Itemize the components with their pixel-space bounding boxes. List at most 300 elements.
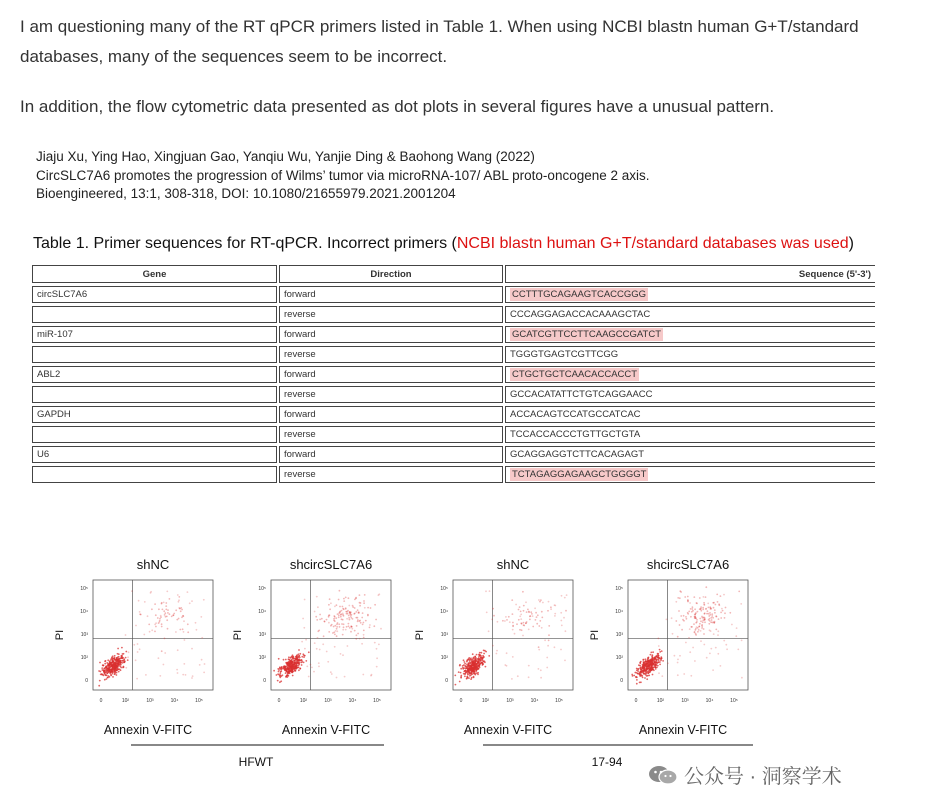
dot-point: [178, 596, 180, 598]
dot-point: [690, 616, 692, 618]
dot-point: [720, 595, 722, 597]
dot-point: [458, 671, 460, 673]
dot-point: [378, 644, 380, 646]
dot-point: [546, 657, 548, 659]
dot-point: [721, 608, 723, 610]
dot-point: [505, 616, 507, 618]
dot-point: [177, 594, 179, 596]
dot-point: [189, 602, 191, 604]
dot-point: [661, 675, 663, 677]
dot-point: [671, 617, 673, 619]
dot-point: [647, 671, 649, 673]
dot-point: [474, 663, 476, 665]
dot-point: [336, 604, 338, 606]
dot-point: [637, 670, 639, 672]
dot-point: [310, 664, 312, 666]
dot-point: [154, 624, 156, 626]
dot-point: [657, 665, 659, 667]
dot-point: [521, 629, 523, 631]
dot-point: [327, 661, 329, 663]
dot-point: [349, 619, 351, 621]
dot-point: [511, 599, 513, 601]
y-tick-label: 10⁵: [615, 586, 623, 592]
dot-point: [357, 609, 359, 611]
dot-point: [333, 626, 335, 628]
direction-cell: reverse: [279, 386, 503, 403]
dot-point: [295, 670, 297, 672]
dot-point: [107, 677, 109, 679]
sequence-text: ACCACAGTCCATGCCATCAC: [510, 409, 641, 420]
dot-point: [560, 612, 562, 614]
dot-point: [468, 663, 470, 665]
dot-point: [362, 674, 364, 676]
dot-point: [647, 661, 649, 663]
dot-point: [713, 602, 715, 604]
dot-point: [123, 653, 125, 655]
dot-point: [651, 659, 653, 661]
gene-cell: [32, 346, 277, 363]
dot-point: [117, 659, 119, 661]
dot-point: [116, 670, 118, 672]
dot-point: [123, 658, 125, 660]
y-tick-label: 10²: [80, 655, 88, 661]
dot-point: [376, 666, 378, 668]
dot-point: [705, 596, 707, 598]
dot-point: [724, 612, 726, 614]
dot-point: [642, 665, 644, 667]
dot-point: [114, 655, 116, 657]
dot-point: [331, 624, 333, 626]
dot-point: [203, 599, 205, 601]
dot-point: [201, 659, 203, 661]
dot-point: [472, 653, 474, 655]
dot-point: [464, 665, 466, 667]
dot-point: [148, 624, 150, 626]
dot-point: [334, 625, 336, 627]
dot-point: [161, 602, 163, 604]
dot-point: [305, 639, 307, 641]
dot-point: [323, 635, 325, 637]
dot-point: [512, 613, 514, 615]
dot-point: [104, 660, 106, 662]
dot-point: [118, 671, 120, 673]
dot-point: [643, 671, 645, 673]
dot-point: [203, 672, 205, 674]
dot-point: [98, 670, 100, 672]
x-axis-label: Annexin V-FITC: [638, 723, 728, 737]
dot-point: [492, 645, 494, 647]
dot-point: [369, 624, 371, 626]
dot-point: [697, 631, 699, 633]
dot-point: [702, 607, 704, 609]
dot-point: [528, 676, 530, 678]
dot-point: [343, 615, 345, 617]
dot-point: [692, 610, 694, 612]
dot-point: [326, 651, 328, 653]
dot-point: [707, 610, 709, 612]
dot-point: [139, 611, 141, 613]
direction-cell: forward: [279, 406, 503, 423]
dot-point: [539, 620, 541, 622]
incorrect-sequence: TCTAGAGGAGAAGCTGGGGT: [512, 469, 647, 480]
dot-point: [301, 660, 303, 662]
dot-point: [655, 666, 657, 668]
dot-point: [288, 656, 290, 658]
dot-point: [180, 610, 182, 612]
dot-point: [335, 630, 337, 632]
dot-point: [331, 673, 333, 675]
dot-point: [173, 613, 175, 615]
dot-point: [286, 663, 288, 665]
watermark: [648, 760, 842, 789]
dot-point: [343, 608, 345, 610]
dot-point: [640, 681, 642, 683]
dot-point: [704, 612, 706, 614]
x-tick-label: 10³: [146, 698, 154, 704]
dot-point: [679, 655, 681, 657]
dot-point: [283, 659, 285, 661]
dot-point: [167, 628, 169, 630]
dot-point: [338, 616, 340, 618]
dot-point: [464, 663, 466, 665]
dot-point: [305, 660, 307, 662]
dot-point: [301, 641, 303, 643]
dot-point: [201, 637, 203, 639]
dot-point: [476, 654, 478, 656]
dot-point: [352, 606, 354, 608]
dot-point: [183, 620, 185, 622]
dot-point: [714, 609, 716, 611]
dot-point: [695, 634, 697, 636]
dot-point: [110, 674, 112, 676]
dot-point: [462, 665, 464, 667]
panel-title: shNC: [496, 557, 530, 572]
dot-point: [649, 664, 651, 666]
panel-title: shcircSLC7A6: [646, 557, 730, 572]
dot-point: [690, 608, 692, 610]
x-tick-label: 10⁵: [730, 698, 738, 704]
dot-point: [177, 649, 179, 651]
dot-point: [561, 625, 563, 627]
dot-point: [329, 608, 331, 610]
dot-point: [108, 669, 110, 671]
dot-point: [330, 602, 332, 604]
dot-point: [173, 614, 175, 616]
y-tick-label: 10³: [258, 632, 266, 638]
dot-point: [200, 616, 202, 618]
dot-point: [677, 674, 679, 676]
dot-point: [357, 619, 359, 621]
dot-point: [336, 626, 338, 628]
dot-point: [532, 626, 534, 628]
dot-point: [297, 661, 299, 663]
x-tick-label: 0: [277, 698, 281, 704]
dot-point: [564, 660, 566, 662]
dot-point: [340, 616, 342, 618]
dot-point: [547, 645, 549, 647]
dot-point: [163, 602, 165, 604]
dot-point: [483, 656, 485, 658]
dot-point: [283, 666, 285, 668]
dot-point: [720, 612, 722, 614]
dot-point: [703, 633, 705, 635]
dot-point: [334, 606, 336, 608]
dot-point: [334, 616, 336, 618]
dot-point: [648, 675, 650, 677]
dot-point: [724, 617, 726, 619]
dot-point: [169, 598, 171, 600]
dot-point: [468, 657, 470, 659]
dot-point: [520, 611, 522, 613]
dot-point: [683, 615, 685, 617]
dot-point: [538, 649, 540, 651]
gene-cell: GAPDH: [32, 406, 277, 423]
dot-point: [99, 680, 101, 682]
dot-point: [467, 659, 469, 661]
dot-point: [204, 663, 206, 665]
dot-point: [102, 669, 104, 671]
dot-point: [722, 610, 724, 612]
dot-point: [278, 671, 280, 673]
dot-point: [715, 629, 717, 631]
sequence-cell: [505, 406, 875, 423]
dot-point: [345, 597, 347, 599]
dot-point: [703, 596, 705, 598]
dot-point: [115, 663, 117, 665]
dot-point: [112, 673, 114, 675]
dot-point: [672, 633, 674, 635]
dot-point: [330, 671, 332, 673]
dot-point: [658, 645, 660, 647]
dot-point: [519, 606, 521, 608]
dot-point: [646, 678, 648, 680]
dot-point: [711, 615, 713, 617]
dot-point: [703, 628, 705, 630]
x-axis-label: Annexin V-FITC: [281, 723, 371, 737]
table-row: [32, 286, 875, 303]
dot-point: [369, 627, 371, 629]
dot-point: [183, 631, 185, 633]
dot-point: [319, 614, 321, 616]
dot-point: [723, 640, 725, 642]
dot-point: [165, 602, 167, 604]
dot-point: [518, 609, 520, 611]
dot-point: [378, 594, 380, 596]
dot-point: [715, 647, 717, 649]
dot-point: [642, 659, 644, 661]
primer-table: [30, 262, 877, 486]
dot-point: [166, 591, 168, 593]
dot-point: [655, 668, 657, 670]
dot-point: [123, 666, 125, 668]
table-row: [32, 446, 875, 463]
dot-point: [699, 618, 701, 620]
x-tick-label: 10⁴: [705, 698, 714, 704]
header-sequence: Sequence (5'-3'): [505, 265, 875, 283]
dot-point: [345, 607, 347, 609]
dot-point: [677, 662, 679, 664]
dot-point: [523, 625, 525, 627]
dot-point: [454, 675, 456, 677]
dot-point: [135, 659, 137, 661]
dot-point: [560, 620, 562, 622]
table-row: [32, 386, 875, 403]
dot-point: [137, 651, 139, 653]
x-tick-label: 10³: [681, 698, 689, 704]
dot-point: [636, 679, 638, 681]
direction-cell: forward: [279, 366, 503, 383]
dot-point: [640, 668, 642, 670]
dot-point: [359, 605, 361, 607]
table-caption-main: Table 1. Primer sequences for RT-qPCR. Incorrect primers (: [33, 235, 457, 252]
dot-point: [343, 600, 345, 602]
dot-point: [184, 639, 186, 641]
dot-point: [164, 638, 166, 640]
dot-point: [370, 607, 372, 609]
dot-point: [698, 626, 700, 628]
dot-point: [474, 657, 476, 659]
x-tick-label: 10²: [299, 698, 308, 704]
dot-point: [116, 657, 118, 659]
dot-point: [648, 672, 650, 674]
dot-point: [304, 648, 306, 650]
dot-point: [486, 612, 488, 614]
dot-point: [355, 597, 357, 599]
dot-point: [314, 611, 316, 613]
dot-point: [474, 656, 476, 658]
dot-point: [359, 620, 361, 622]
dot-point: [185, 674, 187, 676]
dot-point: [460, 668, 462, 670]
dot-point: [102, 674, 104, 676]
dot-point: [649, 659, 651, 661]
dot-point: [359, 602, 361, 604]
dot-point: [564, 597, 566, 599]
dot-point: [339, 590, 341, 592]
dot-point: [701, 627, 703, 629]
question-paragraph: I am questioning many of the RT qPCR primers listed in Table 1. When using NCBI blastn human G+T/standard databases, many of the sequences seem to be incorrect.: [20, 17, 859, 66]
dot-point: [640, 675, 642, 677]
sequence-text: CCCAGGAGACCACAAAGCTAC: [510, 309, 651, 320]
gene-cell: [32, 306, 277, 323]
dot-point: [666, 619, 668, 621]
dot-point: [541, 617, 543, 619]
dot-point: [165, 616, 167, 618]
dot-point: [708, 615, 710, 617]
dot-point: [301, 664, 303, 666]
x-tick-label: 10⁴: [170, 698, 179, 704]
dot-point: [467, 676, 469, 678]
dot-point: [363, 630, 365, 632]
dot-point: [471, 677, 473, 679]
gene-cell: [32, 466, 277, 483]
dot-point: [644, 667, 646, 669]
dot-point: [708, 619, 710, 621]
x-tick-label: 10³: [324, 698, 332, 704]
dot-point: [699, 623, 701, 625]
dot-point: [374, 604, 376, 606]
dot-plot-panel: [232, 557, 391, 737]
dot-point: [371, 674, 373, 676]
dot-point: [696, 603, 698, 605]
dot-point: [109, 663, 111, 665]
dot-point: [694, 617, 696, 619]
dot-point: [706, 657, 708, 659]
y-tick-label: 10⁴: [615, 609, 623, 615]
dot-point: [637, 672, 639, 674]
sequence-cell: [505, 426, 875, 443]
dot-point: [700, 610, 702, 612]
dot-point: [333, 631, 335, 633]
dot-point: [159, 675, 161, 677]
dot-point: [512, 622, 514, 624]
dot-point: [154, 631, 156, 633]
dot-point: [354, 630, 356, 632]
dot-point: [639, 665, 641, 667]
dot-point: [694, 631, 696, 633]
dot-point: [117, 653, 119, 655]
dot-point: [492, 608, 494, 610]
y-tick-label: 10⁵: [258, 586, 266, 592]
dot-point: [460, 672, 462, 674]
dot-point: [318, 666, 320, 668]
dot-point: [158, 621, 160, 623]
x-tick-label: 10⁵: [555, 698, 563, 704]
dot-point: [709, 653, 711, 655]
dot-point: [298, 669, 300, 671]
dot-point: [520, 618, 522, 620]
dot-point: [154, 603, 156, 605]
dot-point: [652, 654, 654, 656]
dot-point: [538, 668, 540, 670]
dot-point: [720, 617, 722, 619]
dot-point: [504, 620, 506, 622]
dot-point: [530, 611, 532, 613]
sequence-cell: [505, 446, 875, 463]
dot-point: [300, 662, 302, 664]
dot-point: [704, 619, 706, 621]
dot-point: [98, 685, 100, 687]
dot-point: [481, 652, 483, 654]
dot-point: [158, 608, 160, 610]
dot-point: [367, 614, 369, 616]
dot-point: [736, 627, 738, 629]
dot-point: [334, 634, 336, 636]
dot-point: [635, 676, 637, 678]
dot-point: [643, 661, 645, 663]
dot-point: [708, 607, 710, 609]
dot-point: [694, 629, 696, 631]
dot-point: [135, 625, 137, 627]
dot-point: [175, 631, 177, 633]
dot-point: [723, 594, 725, 596]
dot-point: [687, 600, 689, 602]
dot-point: [359, 594, 361, 596]
dot-point: [145, 674, 147, 676]
dot-point: [693, 623, 695, 625]
dot-point: [686, 618, 688, 620]
dot-point: [302, 653, 304, 655]
dot-point: [644, 677, 646, 679]
dot-point: [324, 621, 326, 623]
dot-point: [367, 607, 369, 609]
dot-point: [292, 654, 294, 656]
dot-point: [469, 666, 471, 668]
dot-point: [633, 675, 635, 677]
dot-point: [657, 653, 659, 655]
dot-point: [647, 657, 649, 659]
dot-point: [701, 625, 703, 627]
